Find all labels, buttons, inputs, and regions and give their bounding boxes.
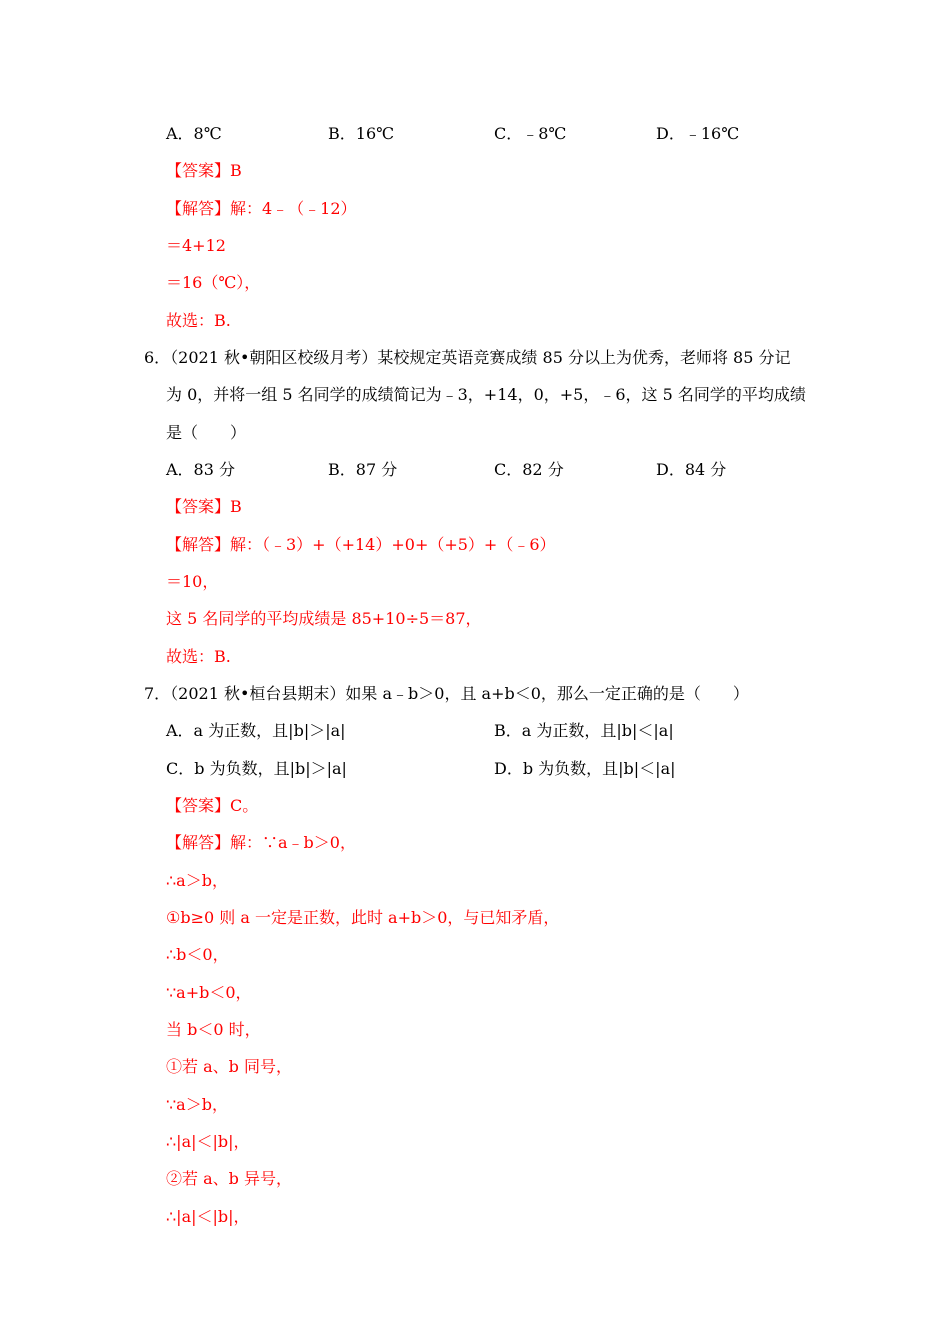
q7-solution-line: ∵a+b＜0， xyxy=(166,983,252,1002)
q5-option-b: B．16℃ xyxy=(328,124,395,143)
q7-solution-line: ①b≥0 则 a 一定是正数，此时 a+b＞0，与已知矛盾， xyxy=(166,908,560,927)
q6-solution-line: ＝10， xyxy=(166,572,219,591)
q6-option-a: A．83 分 xyxy=(166,460,236,479)
q6-option-d: D．84 分 xyxy=(656,460,727,479)
q6-stem-line: 为 0，并将一组 5 名同学的成绩简记为﹣3，+14，0，+5，﹣6，这 5 名同学的平均成绩 xyxy=(166,385,806,404)
q6-stem-line: 6．（2021 秋•朝阳区校级月考）某校规定英语竞赛成绩 85 分以上为优秀，老师将 85 分记 xyxy=(144,348,791,367)
q7-stem: 7．（2021 秋•桓台县期末）如果 a﹣b＞0，且 a+b＜0，那么一定正确的是（ ） xyxy=(144,684,749,703)
q5-option-c: C．﹣8℃ xyxy=(494,124,567,143)
q7-solution-line: 【解答】解：∵a﹣b＞0， xyxy=(166,833,356,852)
q7-answer: 【答案】C。 xyxy=(166,796,259,815)
q7-solution-line: ②若 a、b 异号， xyxy=(166,1169,292,1188)
q7-option-a: A．a 为正数，且|b|＞|a| xyxy=(166,721,346,740)
q5-solution-line: 【解答】解：4﹣（﹣12） xyxy=(166,199,357,218)
q7-solution-line: 当 b＜0 时， xyxy=(166,1020,261,1039)
q7-solution-line: ∴b＜0， xyxy=(166,945,229,964)
q6-solution-line: 故选：B. xyxy=(166,647,231,666)
q5-solution-line: 故选：B. xyxy=(166,311,231,330)
q6-stem-line: 是（ ） xyxy=(166,423,247,442)
q7-solution-line: ∴|a|＜|b|， xyxy=(166,1207,250,1226)
q5-solution-line: ＝16（℃）， xyxy=(166,273,261,292)
q7-option-d: D．b 为负数，且|b|＜|a| xyxy=(494,759,676,778)
q6-solution-line: 【解答】解：（﹣3）+（+14）+0+（+5）+（﹣6） xyxy=(166,535,556,554)
q6-option-b: B．87 分 xyxy=(328,460,398,479)
q7-solution-line: ∴|a|＜|b|， xyxy=(166,1132,250,1151)
q5-option-a: A．8℃ xyxy=(166,124,222,143)
q5-answer: 【答案】B xyxy=(166,161,242,180)
q7-option-b: B．a 为正数，且|b|＜|a| xyxy=(494,721,674,740)
q5-solution-line: ＝4+12 xyxy=(166,236,226,255)
q7-option-c: C．b 为负数，且|b|＞|a| xyxy=(166,759,347,778)
q6-answer: 【答案】B xyxy=(166,497,242,516)
q7-solution-line: ∴a＞b， xyxy=(166,871,228,890)
q7-solution-line: ①若 a、b 同号， xyxy=(166,1057,292,1076)
q7-solution-line: ∵a＞b， xyxy=(166,1095,228,1114)
q6-option-c: C．82 分 xyxy=(494,460,564,479)
q5-option-d: D．﹣16℃ xyxy=(656,124,740,143)
q6-solution-line: 这 5 名同学的平均成绩是 85+10÷5＝87， xyxy=(166,609,482,628)
